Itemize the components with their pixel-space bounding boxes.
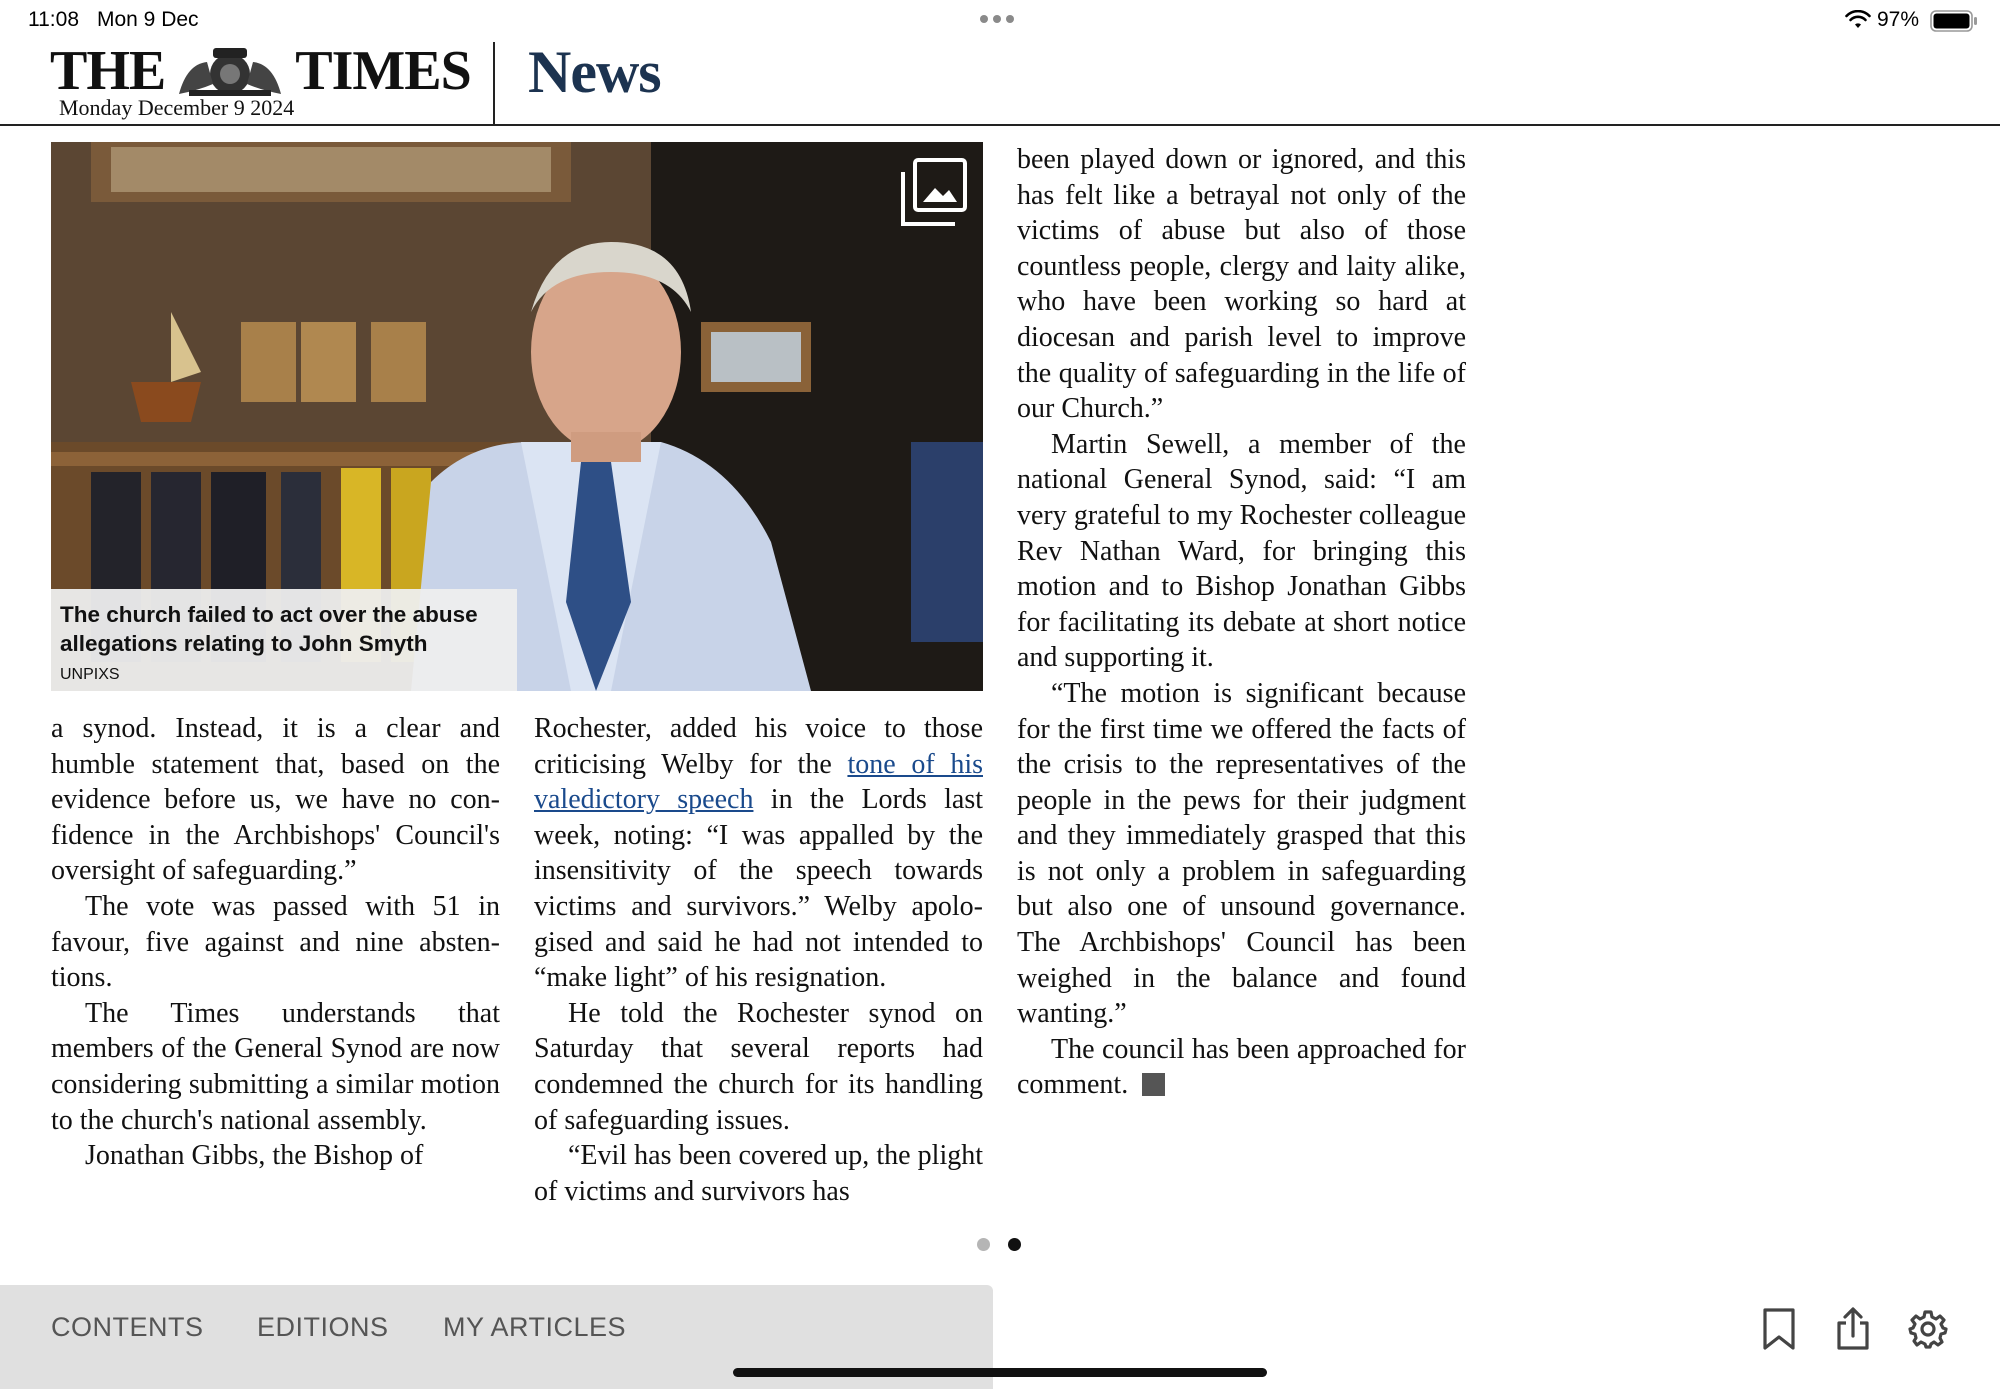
logo-text-times: TIMES [295, 40, 471, 102]
article-column-1 [51, 711, 500, 1174]
gallery-icon[interactable] [899, 158, 967, 226]
photo-caption-box [51, 589, 517, 691]
page-dot-1[interactable] [977, 1238, 990, 1251]
masthead [0, 40, 2000, 126]
royal-crest-icon [169, 44, 291, 98]
share-icon[interactable] [1832, 1306, 1874, 1352]
page-indicator[interactable] [977, 1238, 1021, 1251]
paragraph: “Evil has been covered up, the plight of victims and survivors has [534, 1140, 983, 1207]
photo-caption: The church failed to act over the abuse allegations relating to John Smyth [60, 602, 478, 656]
multitasking-dots-icon[interactable] [980, 15, 1020, 25]
home-indicator[interactable] [733, 1368, 1267, 1377]
section-title: News [528, 39, 661, 105]
tab-contents[interactable]: CONTENTS [51, 1312, 204, 1342]
logo-text-the: THE [50, 40, 166, 102]
tab-my-articles[interactable]: MY ARTICLES [443, 1312, 627, 1342]
paragraph-text: in the Lords last week, noting: “I was appalled by the insensitivity of the speech towards victims and survivors.” Welby apologised and said he had not intended to “make light” of his resignation. [534, 784, 983, 994]
status-bar [0, 0, 2000, 40]
paragraph [1017, 1032, 1466, 1103]
article-column-3 [1017, 142, 1466, 1103]
battery-percentage: 97% [1877, 8, 1920, 31]
paragraph [534, 711, 983, 996]
wifi-icon [1845, 10, 1871, 30]
paragraph: been played down or ignored, and this has felt like a betrayal not only of the victims of abuse but also of those countless people, clergy and laity alike, who have been working so hard at diocesan and parish level to improve the quality of safeguarding in the life of our Church.” [1017, 144, 1466, 425]
tab-editions[interactable]: EDITIONS [257, 1312, 389, 1342]
paragraph-text: Rochester, added his voice to those criticising Welby for the [534, 713, 983, 780]
page-dot-2[interactable] [1008, 1238, 1021, 1251]
gear-icon[interactable] [1907, 1306, 1949, 1352]
article-end-mark [1142, 1073, 1165, 1096]
bookmark-icon[interactable] [1758, 1306, 1800, 1352]
article-column-2 [534, 711, 983, 1209]
paragraph: The vote was passed with 51 in favour, five against and nine abstentions. [51, 890, 500, 994]
article-photo[interactable] [51, 142, 983, 691]
paragraph-text: The council has been approached for comment. [1017, 1033, 1466, 1101]
paragraph: “The motion is significant because for the first time we offered the facts of the crisis to the representatives of the people in the pews for their judgment and they immediately grasped that this is not only a problem in safeguarding but also one of unsound governance. The Archbishops' Council has been weighed in the balance and found wanting.” [1017, 677, 1466, 1030]
paragraph: a synod. Instead, it is a clear and humble statement that, based on the evidence before us, we have no confidence in the Archbishops' Council's oversight of safeguarding.” [51, 713, 500, 887]
paragraph: Jonathan Gibbs, the Bishop of [85, 1140, 424, 1172]
status-time: 11:08 [28, 8, 79, 31]
photo-credit: UNPIXS [60, 666, 120, 683]
the-times-logo[interactable] [50, 40, 471, 102]
paragraph: He told the Rochester synod on Saturday that several reports had condemned the church for its handling of safeguarding issues. [534, 997, 983, 1136]
paragraph: Martin Sewell, a member of the national General Synod, said: “I am very grateful to my Rochester colleague Rev Nathan Ward, for bringing this motion and to Bishop Jonathan Gibbs for facilitating its debate at short notice and supporting it. [1017, 428, 1466, 674]
paragraph: The Times understands that members of the General Synod are now considering submitting a similar motion to the church's national assembly. [51, 997, 500, 1136]
edition-date: Monday December 9 2024 [59, 95, 295, 120]
status-date: Mon 9 Dec [97, 8, 199, 31]
valedictory-speech-link[interactable]: tone of his valedictory speech [534, 748, 983, 816]
masthead-divider [493, 42, 495, 124]
battery-icon [1930, 10, 1978, 32]
